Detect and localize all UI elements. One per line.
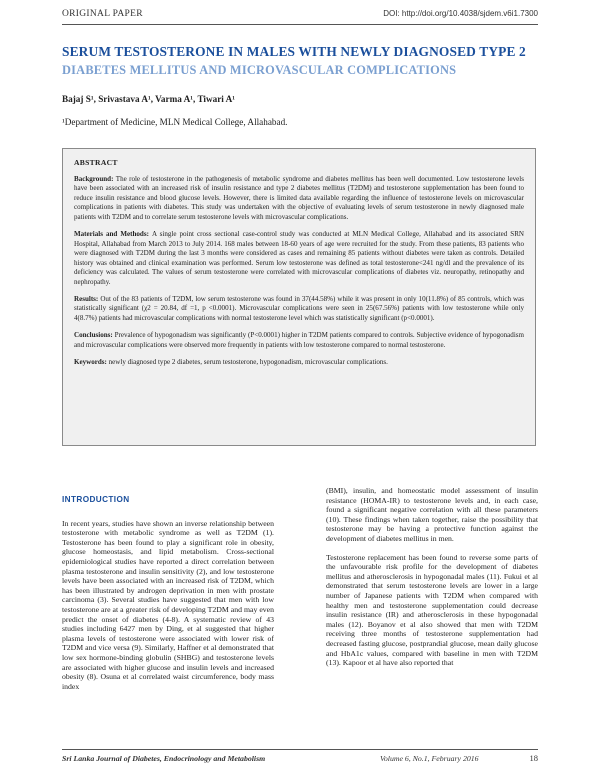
abstract-text: A single point cross sectional case-control study was conducted at MLN Medical College, Allahabad and its associated SRN Hospital, Allahabad from March 2013 to July 2014. 168 males between 18-60 years of age were recruited for the study. From these patients, 83 patients who were diagnosed with T2DM during the last 3 months were considered as cases and remaining 85 patients without diabetes were taken as controls. Detailed history was obtained and clinical examination was performed. Serum low testosterone was defined as total testosterone<241 ng/dl and the prevalence of its deficiency was calculated. The values of serum testosterone were correlated with microvascular complications of diabetes viz. neuropathy, retinopathy and nephropathy.	[74, 230, 524, 286]
abstract-conclusions	[74, 331, 524, 350]
abstract-heading: ABSTRACT	[74, 158, 118, 167]
title-line-2: DIABETES MELLITUS AND MICROVASCULAR COMPLICATIONS	[62, 63, 457, 77]
body-paragraph: Testosterone replacement has been found to reverse some parts of the unfavourable risk profile for the development of diabetes mellitus and atherosclerosis in hypogonadal males (11). Fukui et al demonstrated that serum testosterone levels are lower in a large number of Japanese patients with T2DM when compared with healthy men and testosterone supplementation could decrease insulin resistance (IR) and atherosclerosis in these hypogonadal males (12). Boyanov et al also showed that men with T2DM receiving three months of testosterone supplementation had decreased fasting glucose, postprandial glucose, mean daily glucose and HbA1c values, compared with baseline in men with T2DM (13). Kapoor et al have also reported that	[326, 552, 538, 668]
abstract-results	[74, 295, 524, 323]
abstract-label: Materials and Methods:	[74, 230, 152, 239]
abstract-text: Prevalence of hypogonadism was significantly (P<0.0001) higher in T2DM patients compared to controls. Subjective evidence of hypogonadism and microvascular complications were observed more frequently in patients with low testosterone compared to normal testosterone.	[74, 331, 525, 349]
abstract-background	[74, 175, 524, 222]
abstract-keywords	[74, 358, 524, 367]
affiliation: ¹Department of Medicine, MLN Medical College, Allahabad.	[62, 117, 288, 127]
abstract-methods	[74, 230, 524, 287]
body-column-left	[62, 486, 274, 700]
body-column-right	[326, 486, 538, 677]
title-line-1: SERUM TESTOSTERONE IN MALES WITH NEWLY DIAGNOSED TYPE 2	[62, 44, 526, 59]
abstract-text: Out of the 83 patients of T2DM, low serum testosterone was found in 37(44.58%) while it was present in only 10(11.8%) of 85 controls, which was statistically significant (χ2 = 20.84, df =1, p <0.0001). Microvascular complications were seen in 25(67.56%) patients with low testosterone while only 4(8.7%) patients had microvascular complications with normal testosterone level which was statistically significant (p<0.0001).	[74, 294, 524, 322]
footer-issue: Volume 6, No.1, February 2016	[380, 754, 479, 763]
abstract-text: newly diagnosed type 2 diabetes, serum testosterone, hypogonadism, microvascular complications.	[108, 358, 388, 367]
footer-journal-name: Sri Lanka Journal of Diabetes, Endocrinology and Metabolism	[62, 754, 266, 763]
article-type-label: ORIGINAL PAPER	[62, 9, 143, 19]
abstract-label: Keywords:	[74, 358, 109, 367]
body-paragraph: (BMI), insulin, and homeostatic model assessment of insulin resistance (HOMA-IR) to testosterone levels and, in each case, found a significant negative correlation with all these parameters (10). These findings when taken together, raise the possibility that testosterone may be having a protective function against the development of diabetes mellitus in men.	[326, 486, 538, 543]
abstract-text: The role of testosterone in the pathogenesis of metabolic syndrome and diabetes mellitus has been well documented. Low testosterone levels have been associated with an increased risk of insulin resistance and type 2 diabetes mellitus (T2DM) and testosterone supplementation has been found to reduce insulin resistance and blood glucose levels. However, there is limited data available regarding the influence of testosterone levels on microvascular complications in patients with diabetes. This study was undertaken with the objective of evaluating levels of serum testosterone in newly diagnosed male patients with T2DM and to correlate serum testosterone levels with microvascular complications.	[74, 175, 524, 221]
footer-divider	[62, 749, 538, 750]
abstract-label: Results:	[74, 294, 101, 303]
abstract-label: Conclusions:	[74, 331, 115, 340]
abstract-label: Background:	[74, 175, 116, 183]
abstract-box	[62, 148, 536, 446]
introduction-heading: INTRODUCTION	[62, 495, 130, 504]
body-paragraph: In recent years, studies have shown an inverse relationship between testosterone with metabolic syndrome as well as T2DM (1). Testosterone has been found to play a significant role in obesity, glucose homeostasis, and lipid metabolism. Cross-sectional epidemiological studies have reported a direct correlation between plasma testosterone and insulin sensitivity (2), and low testosterone levels have been associated with an increased risk of T2DM, which has been illustrated by androgen deprivation in men with prostate carcinoma (3). Several studies have suggested that men with low testosterone are at a greater risk of developing T2DM and may even predict the onset of diabetes (4-8). A systematic review of 43 studies including 6427 men by Ding, et al suggested that higher plasma levels of testosterone were associated with lower risk of T2DM and vice versa (9). Similarly, Haffner et al demonstrated that low sex hormone-binding globulin (SHBG) and testosterone levels are associated with higher glucose and insulin levels and increased obesity (8). Osuna et al correlated waist circumference, body mass index	[62, 518, 274, 691]
header-divider	[62, 24, 538, 25]
doi-link[interactable]: DOI: http://doi.org/10.4038/sjdem.v6i1.7300	[383, 9, 538, 18]
page-number: 18	[529, 753, 538, 763]
author-list: Bajaj S¹, Srivastava A¹, Varma A¹, Tiwari A¹	[62, 94, 236, 104]
